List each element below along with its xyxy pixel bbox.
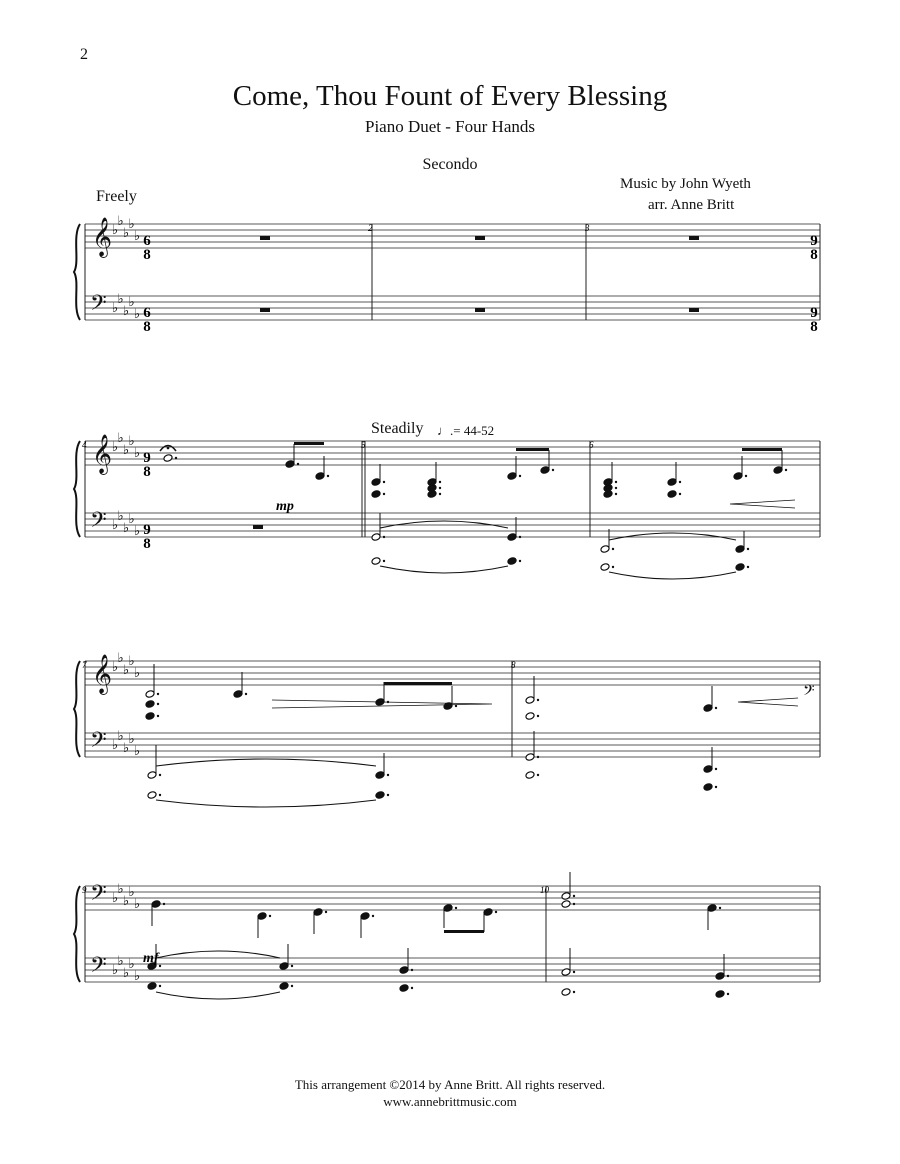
beam xyxy=(444,930,484,933)
measure-number: 7 xyxy=(82,660,87,670)
augmentation-dot xyxy=(269,915,271,917)
augmentation-dot xyxy=(159,794,161,796)
beam xyxy=(384,682,452,685)
flat-icon: ♭ xyxy=(117,651,124,666)
note-head xyxy=(427,490,437,499)
note-head xyxy=(399,966,409,975)
flat-icon: ♭ xyxy=(134,969,141,984)
augmentation-dot xyxy=(157,715,159,717)
augmentation-dot xyxy=(159,965,161,967)
tie xyxy=(609,533,736,540)
flat-icon: ♭ xyxy=(112,660,119,675)
note-head xyxy=(145,690,155,699)
note-head xyxy=(667,490,677,499)
flat-icon: ♭ xyxy=(123,521,130,536)
note-head xyxy=(315,472,325,481)
measure-number: 4 xyxy=(82,440,87,450)
bass-clef-icon: 𝄢 xyxy=(90,728,107,758)
augmentation-dot xyxy=(573,895,575,897)
augmentation-dot xyxy=(727,975,729,977)
website-url: www.annebrittmusic.com xyxy=(383,1094,517,1109)
note-head xyxy=(561,968,571,977)
flat-icon: ♭ xyxy=(117,292,124,307)
note-head xyxy=(371,533,381,542)
augmentation-dot xyxy=(159,774,161,776)
beam xyxy=(516,448,549,451)
flat-icon: ♭ xyxy=(128,295,135,310)
flat-icon: ♭ xyxy=(117,431,124,446)
note-head xyxy=(773,466,783,475)
flat-icon: ♭ xyxy=(134,229,141,244)
augmentation-dot xyxy=(383,493,385,495)
note-head xyxy=(375,791,385,800)
beam xyxy=(742,448,782,451)
composer-credit: Music by John Wyeth xyxy=(620,176,751,192)
tie xyxy=(380,521,508,528)
augmentation-dot xyxy=(747,548,749,550)
whole-rest xyxy=(253,525,263,529)
augmentation-dot xyxy=(175,457,177,459)
augmentation-dot xyxy=(157,693,159,695)
augmentation-dot xyxy=(325,911,327,913)
augmentation-dot xyxy=(291,985,293,987)
augmentation-dot xyxy=(372,915,374,917)
staff-systems xyxy=(74,214,820,984)
flat-icon: ♭ xyxy=(123,304,130,319)
flat-icon: ♭ xyxy=(123,443,130,458)
note-head xyxy=(507,533,517,542)
flat-icon: ♭ xyxy=(117,882,124,897)
augmentation-dot xyxy=(615,481,617,483)
augmentation-dot xyxy=(573,903,575,905)
whole-rest xyxy=(689,308,699,312)
augmentation-dot xyxy=(439,481,441,483)
note-head xyxy=(703,783,713,792)
dotted-quarter-note-icon: ♩. xyxy=(437,423,454,438)
tempo-marking-freely: Freely xyxy=(96,188,137,205)
flat-icon: ♭ xyxy=(123,966,130,981)
flat-icon: ♭ xyxy=(128,512,135,527)
brace xyxy=(74,224,80,320)
augmentation-dot xyxy=(291,965,293,967)
note-head xyxy=(600,545,610,554)
flat-icon: ♭ xyxy=(134,446,141,461)
treble-clef-icon: 𝄞 xyxy=(92,217,113,257)
note-head xyxy=(147,982,157,991)
note-head xyxy=(715,990,725,999)
augmentation-dot xyxy=(411,987,413,989)
augmentation-dot xyxy=(615,493,617,495)
augmentation-dot xyxy=(612,566,614,568)
augmentation-dot xyxy=(387,774,389,776)
augmentation-dot xyxy=(715,768,717,770)
flat-icon: ♭ xyxy=(112,963,119,978)
note-head xyxy=(733,472,743,481)
augmentation-dot xyxy=(495,911,497,913)
measure-number: 5 xyxy=(361,440,366,450)
time-signature-top: 9 xyxy=(810,305,818,321)
note-head xyxy=(525,696,535,705)
flat-icon: ♭ xyxy=(123,663,130,678)
flat-icon: ♭ xyxy=(128,957,135,972)
note-head xyxy=(561,900,571,909)
time-signature-top: 6 xyxy=(143,233,151,249)
note-head xyxy=(735,563,745,572)
time-signature-top: 9 xyxy=(143,522,151,538)
beam xyxy=(294,442,324,445)
whole-rest xyxy=(475,236,485,240)
fermata-dot xyxy=(167,447,170,450)
dynamic-mf: mf xyxy=(143,951,159,966)
note-head xyxy=(279,982,289,991)
bass-clef-icon: 𝄢 xyxy=(90,953,107,983)
whole-rest xyxy=(260,308,270,312)
piece-title: Come, Thou Fount of Every Blessing xyxy=(232,80,668,112)
flat-icon: ♭ xyxy=(128,885,135,900)
augmentation-dot xyxy=(615,487,617,489)
flat-icon: ♭ xyxy=(134,666,141,681)
treble-clef-icon: 𝄞 xyxy=(92,654,113,694)
augmentation-dot xyxy=(387,794,389,796)
flat-icon: ♭ xyxy=(134,524,141,539)
note-head xyxy=(375,771,385,780)
time-signature-top: 6 xyxy=(143,305,151,321)
augmentation-dot xyxy=(439,493,441,495)
note-head xyxy=(371,478,381,487)
note-head xyxy=(703,765,713,774)
augmentation-dot xyxy=(785,469,787,471)
flat-icon: ♭ xyxy=(112,518,119,533)
flat-icon: ♭ xyxy=(117,729,124,744)
note-head xyxy=(145,700,155,709)
note-head xyxy=(703,704,713,713)
augmentation-dot xyxy=(519,560,521,562)
flat-icon: ♭ xyxy=(117,214,124,229)
note-head xyxy=(399,984,409,993)
flat-icon: ♭ xyxy=(123,741,130,756)
note-head xyxy=(313,908,323,917)
augmentation-dot xyxy=(519,475,521,477)
note-head xyxy=(561,988,571,997)
augmentation-dot xyxy=(455,907,457,909)
measure-number: 2 xyxy=(368,223,373,233)
measure-number: 10 xyxy=(540,885,549,895)
bass-clef-icon: 𝄢 xyxy=(90,881,107,911)
measure-number: 3 xyxy=(585,223,590,233)
note-head xyxy=(145,712,155,721)
page-number: 2 xyxy=(80,46,88,63)
flat-icon: ♭ xyxy=(128,654,135,669)
note-head xyxy=(735,545,745,554)
arranger-credit: arr. Anne Britt xyxy=(648,197,735,213)
note-head xyxy=(525,771,535,780)
tie xyxy=(156,951,280,958)
flat-icon: ♭ xyxy=(112,223,119,238)
tempo-marking-steadily: Steadily xyxy=(371,420,424,437)
note-head xyxy=(285,460,295,469)
augmentation-dot xyxy=(537,715,539,717)
flat-icon: ♭ xyxy=(112,301,119,316)
augmentation-dot xyxy=(537,699,539,701)
bass-clef-icon: 𝄢 xyxy=(90,508,107,538)
whole-rest xyxy=(689,236,699,240)
measure-number: 9 xyxy=(82,885,87,895)
crescendo-hairpin xyxy=(730,500,795,508)
augmentation-dot xyxy=(715,707,717,709)
flat-icon: ♭ xyxy=(128,217,135,232)
time-signature-top: 9 xyxy=(143,450,151,466)
whole-rest xyxy=(260,236,270,240)
augmentation-dot xyxy=(411,969,413,971)
augmentation-dot xyxy=(537,774,539,776)
bass-clef-change-icon: 𝄢 xyxy=(803,682,815,703)
augmentation-dot xyxy=(383,560,385,562)
augmentation-dot xyxy=(159,985,161,987)
augmentation-dot xyxy=(747,566,749,568)
note-head xyxy=(715,972,725,981)
time-signature-bottom: 8 xyxy=(143,464,151,480)
augmentation-dot xyxy=(573,971,575,973)
note-head xyxy=(147,791,157,800)
flat-icon: ♭ xyxy=(134,307,141,322)
note-head xyxy=(507,557,517,566)
augmentation-dot xyxy=(383,536,385,538)
note-head xyxy=(600,563,610,572)
whole-rest xyxy=(475,308,485,312)
note-head xyxy=(561,892,571,901)
augmentation-dot xyxy=(573,991,575,993)
time-signature-bottom: 8 xyxy=(143,536,151,552)
note-head xyxy=(483,908,493,917)
note-head xyxy=(525,712,535,721)
augmentation-dot xyxy=(383,481,385,483)
brace xyxy=(74,886,80,982)
time-signature-bottom: 8 xyxy=(143,247,151,263)
note-head xyxy=(257,912,267,921)
metronome-value: = 44-52 xyxy=(453,423,495,438)
note-head xyxy=(371,557,381,566)
note-head xyxy=(147,771,157,780)
flat-icon: ♭ xyxy=(128,732,135,747)
time-signature-bottom: 8 xyxy=(810,247,818,263)
augmentation-dot xyxy=(537,756,539,758)
flat-icon: ♭ xyxy=(128,434,135,449)
dynamic-mp: mp xyxy=(276,499,294,514)
time-signature-bottom: 8 xyxy=(143,319,151,335)
notation-content xyxy=(145,236,815,999)
crescendo-hairpin xyxy=(738,698,798,706)
tie xyxy=(380,566,508,573)
flat-icon: ♭ xyxy=(134,744,141,759)
augmentation-dot xyxy=(519,536,521,538)
measure-number: 6 xyxy=(589,440,594,450)
tie xyxy=(156,992,280,999)
augmentation-dot xyxy=(552,469,554,471)
augmentation-dot xyxy=(612,548,614,550)
augmentation-dot xyxy=(157,703,159,705)
flat-icon: ♭ xyxy=(123,894,130,909)
flat-icon: ♭ xyxy=(134,897,141,912)
augmentation-dot xyxy=(163,903,165,905)
note-head xyxy=(233,690,243,699)
augmentation-dot xyxy=(297,463,299,465)
notation-labels xyxy=(82,223,818,966)
brace xyxy=(74,441,80,537)
augmentation-dot xyxy=(727,993,729,995)
tie xyxy=(156,800,376,807)
note-head xyxy=(525,753,535,762)
augmentation-dot xyxy=(439,487,441,489)
note-head xyxy=(443,904,453,913)
note-head xyxy=(360,912,370,921)
note-head xyxy=(707,904,717,913)
augmentation-dot xyxy=(245,693,247,695)
note-head xyxy=(163,454,173,463)
augmentation-dot xyxy=(679,493,681,495)
flat-icon: ♭ xyxy=(112,891,119,906)
augmentation-dot xyxy=(679,481,681,483)
brace xyxy=(74,661,80,757)
tie xyxy=(609,572,736,579)
copyright-notice: This arrangement ©2014 by Anne Britt. All rights reserved. xyxy=(294,1077,606,1092)
note-head xyxy=(540,466,550,475)
augmentation-dot xyxy=(327,475,329,477)
augmentation-dot xyxy=(719,907,721,909)
tie xyxy=(156,759,376,766)
time-signature-top: 9 xyxy=(810,233,818,249)
flat-icon: ♭ xyxy=(112,440,119,455)
bass-clef-icon: 𝄢 xyxy=(90,291,107,321)
augmentation-dot xyxy=(745,475,747,477)
note-head xyxy=(151,900,161,909)
measure-number: 8 xyxy=(511,660,516,670)
augmentation-dot xyxy=(715,786,717,788)
note-head xyxy=(371,490,381,499)
note-head xyxy=(603,490,613,499)
note-head xyxy=(279,962,289,971)
flat-icon: ♭ xyxy=(112,738,119,753)
time-signature-bottom: 8 xyxy=(810,319,818,335)
treble-clef-icon: 𝄞 xyxy=(92,434,113,474)
piece-subtitle: Piano Duet - Four Hands xyxy=(365,117,535,136)
part-name: Secondo xyxy=(422,156,478,173)
flat-icon: ♭ xyxy=(117,509,124,524)
note-head xyxy=(507,472,517,481)
flat-icon: ♭ xyxy=(117,954,124,969)
note-head xyxy=(667,478,677,487)
augmentation-dot xyxy=(455,705,457,707)
flat-icon: ♭ xyxy=(123,226,130,241)
